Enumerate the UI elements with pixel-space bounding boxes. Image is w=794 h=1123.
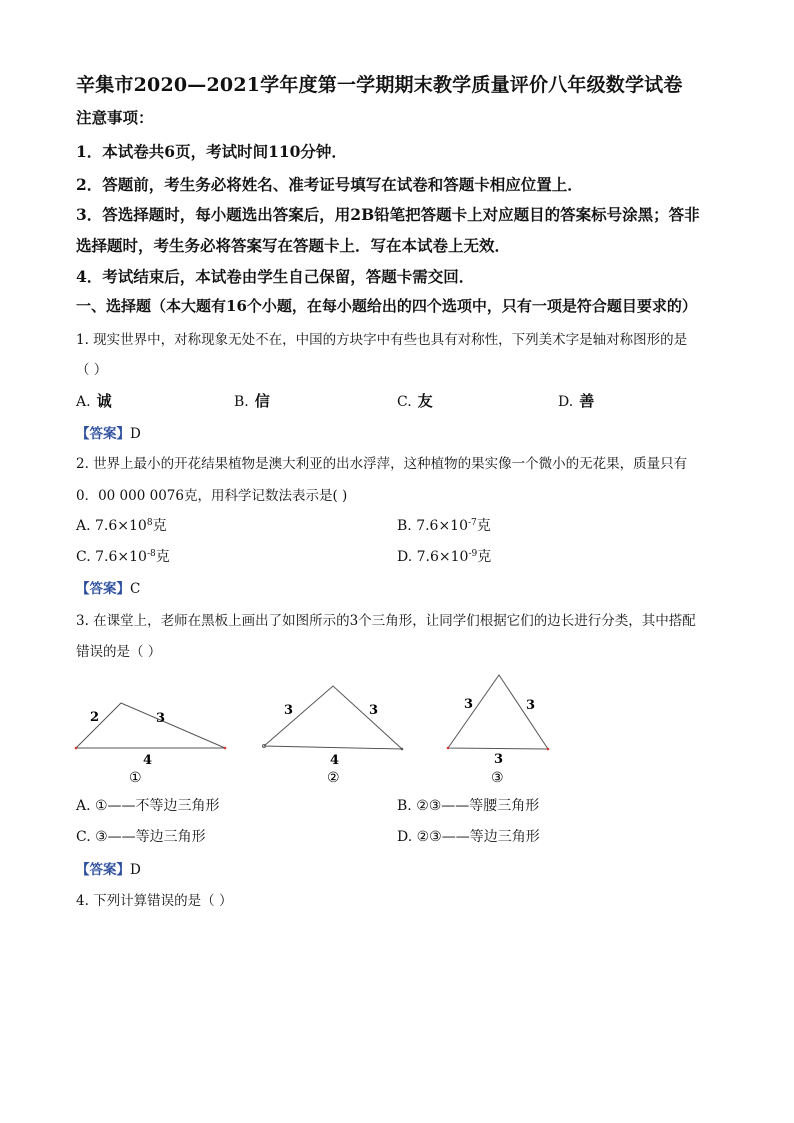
q3-option-d: D. ②③——等边三角形 [397, 829, 540, 845]
q1-option-b: B. 信 [234, 392, 270, 410]
q2-option-d: D. $7.6\times 10^{-9}$克 [397, 549, 492, 565]
q2-answer: 【答案】C [76, 581, 141, 597]
triangle-3 [447, 675, 550, 786]
q3-answer: 【答案】D [76, 862, 141, 878]
triangle-1-side-a: 2 [90, 710, 100, 725]
notice-heading: 注意事项： [76, 108, 154, 127]
triangle-1-side-b: 3 [156, 711, 166, 726]
question-3-stem: 3. 在课堂上，老师在黑板上画出了如图所示的3个三角形，让同学们根据它们的边长进行分类，其中搭配 [76, 613, 696, 629]
q3-option-c: C. ③——等边三角形 [76, 829, 206, 845]
triangle-2-side-b: 3 [369, 703, 379, 718]
question-4-stem: 4. 下列计算错误的是（ ） [76, 893, 233, 909]
question-2-stem: 2. 世界上最小的开花结果植物是澳大利亚的出水浮萍，这种植物的果实像一个微小的无花果，质量只有 [76, 456, 688, 472]
notice-item: 4．考试结束后，本试卷由学生自己保留，答题卡需交回． [76, 267, 475, 286]
section-heading: 一、选择题（本大题有16个小题，在每小题给出的四个选项中，只有一项是符合题目要求的） [76, 297, 697, 315]
triangle-1-caption: ① [129, 770, 142, 786]
question-3-stem-cont: 错误的是（ ） [76, 644, 162, 660]
triangle-2-side-a: 3 [284, 703, 294, 718]
q1-option-a: A. 诚 [76, 392, 112, 410]
triangle-2 [262, 686, 403, 786]
notice-item: 1．本试卷共6页，考试时间110分钟． [76, 142, 347, 161]
triangle-3-side-a: 3 [464, 697, 474, 712]
q1-option-c: C. 友 [397, 392, 433, 410]
q1-option-d: D. 善 [558, 392, 595, 410]
triangle-3-side-c: 3 [494, 752, 504, 767]
triangle-1-side-c: 4 [143, 753, 153, 768]
q2-option-b: B. $7.6\times 10^{-7}$克 [397, 518, 491, 534]
notice-item: 选择题时，考生务必将答案写在答题卡上．写在本试卷上无效． [76, 236, 511, 255]
triangles-figure [0, 660, 794, 790]
notice-item: 2．答题前，考生务必将姓名、准考证号填写在试卷和答题卡相应位置上． [76, 175, 583, 194]
triangle-2-caption: ② [327, 770, 340, 786]
triangle-2-side-c: 4 [330, 753, 340, 768]
q2-option-a: A. $7.6\times 10^8$克 [76, 518, 167, 534]
triangle-3-caption: ③ [491, 770, 504, 786]
triangle-3-side-b: 3 [526, 698, 536, 713]
page-title: 辛集市2020—2021学年度第一学期期末教学质量评价八年级数学试卷 [76, 74, 683, 96]
q1-answer: 【答案】D [76, 426, 141, 442]
q3-option-a: A. ①——不等边三角形 [76, 798, 220, 814]
question-1-stem: 1. 现实世界中，对称现象无处不在，中国的方块字中有些也具有对称性，下列美术字是轴对称图形的是 [76, 332, 688, 348]
question-1-stem-cont: （ ） [76, 362, 108, 378]
q3-option-b: B. ②③——等腰三角形 [397, 798, 540, 814]
notice-item: 3．答选择题时，每小题选出答案后，用2B铅笔把答题卡上对应题目的答案标号涂黑；答非 [76, 205, 700, 224]
triangle-1 [75, 703, 227, 786]
question-2-stem-cont: 0．00 000 0076克，用科学记数法表示是( ) [76, 488, 348, 504]
q2-option-c: C. $7.6\times 10^{-8}$克 [76, 549, 170, 565]
